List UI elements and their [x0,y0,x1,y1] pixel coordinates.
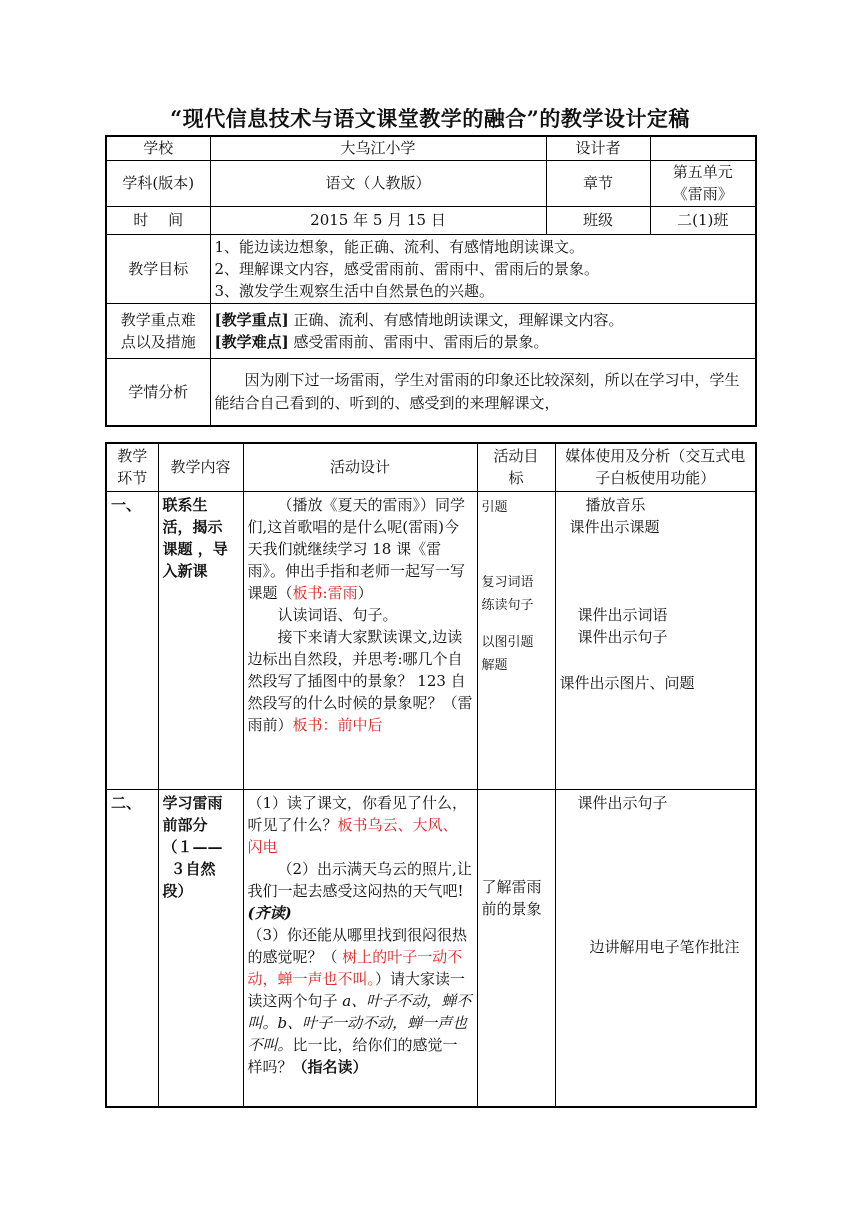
header-content: 教学内容 [158,443,243,491]
designer-label: 设计者 [546,136,650,160]
media-1: 播放音乐 课件出示课题 课件出示词语 课件出示句子 课件出示图片、问题 [555,491,756,789]
chapter-lesson: 《雷雨》 [672,185,733,203]
goal-item: 1、能边读边想象，能正确、流利、有感情地朗读课文。 [214,237,585,256]
content-2: 学习雷雨 前部分 （１—— ３自然 段） [158,789,243,1107]
school-value: 大乌江小学 [210,136,546,160]
goals-label: 教学目标 [106,234,210,303]
info-table [105,135,757,427]
activity-2 [243,789,477,1107]
goal-1: 引题 复习词语 练读句子 以图引题 解题 [477,491,555,789]
activity-2-para-3: （3）你还能从哪里找到很闷很热的感觉呢？（ 树上的叶子一动不动，蝉一声也不叫。）请大家读一读这两个句子 a、叶子不动，蝉不叫。b、叶子一动不动，蝉一声也不叫。比一比，给你们的感觉一样吗？（指名读） [247,925,472,1076]
time-value: 2015 年 5 月 15 日 [210,206,546,234]
activity-1 [243,491,477,789]
media-2: 课件出示句子 边讲解用电子笔作批注 [555,789,756,1107]
activity-1-para-2: 认读词语、句子。 [277,605,398,624]
activity-1-para-3: 接下来请大家默读课文,边读边标出自然段，并思考:哪几个自然段写了插图中的景象？ 123 自然段写的什么时候的景象呢？（雷雨前）板书：前中后 [247,627,473,734]
chapter-unit: 第五单元 [672,163,733,181]
stage-1: 一、 [106,491,158,789]
goal-2: 了解雷雨前的景象 [477,789,555,1107]
subject-value: 语文（人教版） [210,160,546,206]
goal-item: 2、理解课文内容，感受雷雨前、雷雨中、雷雨后的景象。 [214,259,600,278]
designer-value [650,136,756,160]
analysis-label: 学情分析 [106,358,210,426]
header-stage: 教学 环节 [106,443,158,491]
activity-1-para-1: （播放《夏天的雷雨》）同学们,这首歌唱的是什么呢(雷雨)今天我们就继续学习 18 课《雷雨》。伸出手指和老师一起写一写课题（板书:雷雨） [247,495,466,602]
chapter-value [650,160,756,206]
stage-2: 二、 [106,789,158,1107]
key-points-cell [210,303,756,358]
class-label: 班级 [546,206,650,234]
goals-cell [210,234,756,303]
key-point: [教学重点] 正确、流利、有感情地朗读课文，理解课文内容。 [214,310,624,329]
time-label: 时 间 [106,206,210,234]
header-activity: 活动设计 [243,443,477,491]
process-table [105,442,757,1108]
school-label: 学校 [106,136,210,160]
analysis-text: 因为刚下过一场雷雨，学生对雷雨的印象还比较深刻，所以在学习中，学生能结合自己看到的、听到的、感受到的来理解课文， [210,358,756,426]
key-points-label: 教学重点难 点以及措施 [106,303,210,358]
header-goal: 活动目 标 [477,443,555,491]
goal-item: 3、激发学生观察生活中自然景色的兴趣。 [214,281,495,300]
header-media: 媒体使用及分析（交互式电子白板使用功能） [555,443,756,491]
subject-label: 学科(版本) [106,160,210,206]
class-value: 二(1)班 [650,206,756,234]
chapter-label: 章节 [546,160,650,206]
content-1: 联系生 活，揭示 课题 ，导 入新课 [158,491,243,789]
activity-2-para-1: （1）读了课文，你看见了什么，听见了什么？板书乌云、大风、闪电 [247,793,468,856]
difficult-point: [教学难点] 感受雷雨前、雷雨中、雷雨后的景象。 [214,332,549,351]
activity-2-para-2: （2）出示满天乌云的照片,让我们一起去感受这闷热的天气吧!(齐读) [247,859,472,922]
document-title: “现代信息技术与语文课堂教学的融合”的教学设计定稿 [170,106,690,131]
